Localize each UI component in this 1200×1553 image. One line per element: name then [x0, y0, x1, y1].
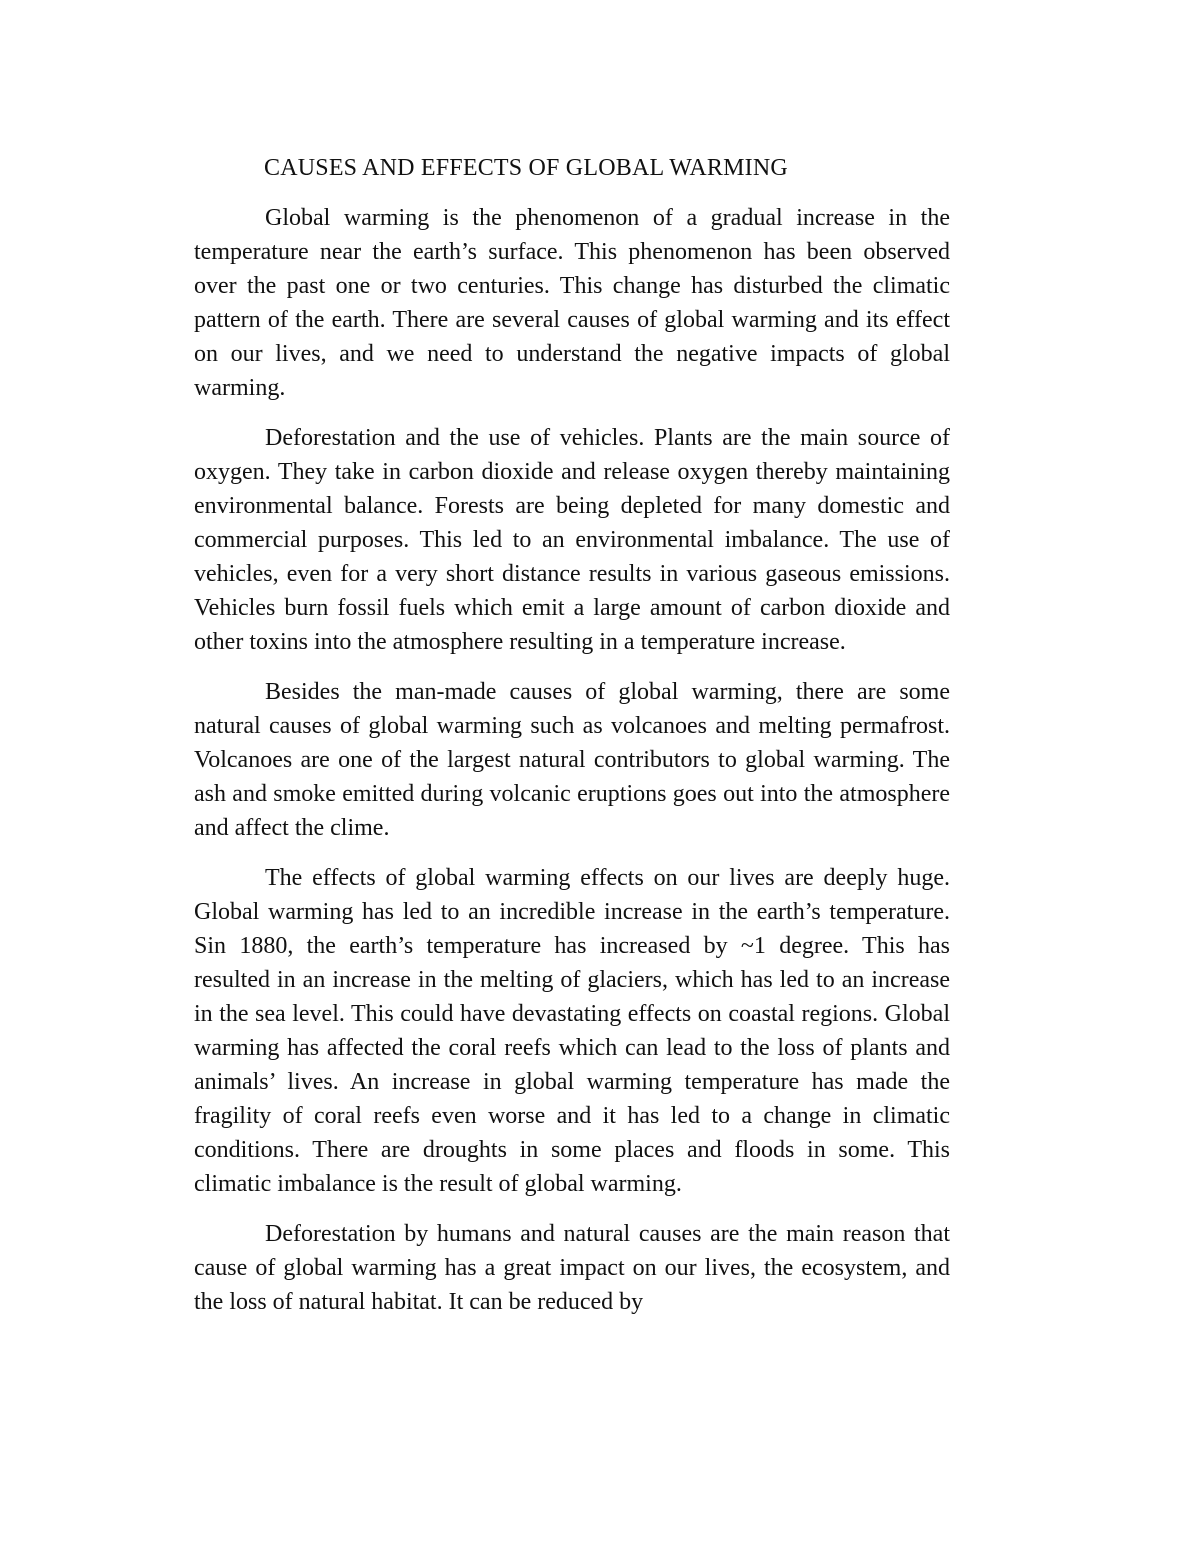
paragraph-man-made-causes: Deforestation and the use of vehicles. Plants are the main source of oxygen. They take in carbon dioxide and release oxygen thereby maintaining environmental balance. Forests are being depleted for many domestic and commercial purposes. This led to an environmental imbalance. The use of vehicles, even for a very short distance results in various gaseous emissions. Vehicles burn fossil fuels which emit a large amount of carbon dioxide and other toxins into the atmosphere resulting in a temperature increase.	[194, 425, 950, 655]
paragraph-introduction: Global warming is the phenomenon of a gradual increase in the temperature near the earth’s surface. This phenomenon has been observed over the past one or two centuries. This change has disturbed the climatic pattern of the earth. There are several causes of global warming and its effect on our lives, and we need to understand the negative impacts of global warming.	[194, 205, 950, 401]
paragraph-conclusion: Deforestation by humans and natural causes are the main reason that cause of global warming has a great impact on our lives, the ecosystem, and the loss of natural habitat. It can be reduced by	[194, 1221, 950, 1315]
paragraph-effects: The effects of global warming effects on our lives are deeply huge. Global warming has led to an incredible increase in the earth’s temperature. Sin 1880, the earth’s temperature has increased by ~1 degree. This has resulted in an increase in the melting of glaciers, which has led to an increase in the sea level. This could have devastating effects on coastal regions. Global warming has affected the coral reefs which can lead to the loss of plants and animals’ lives. An increase in global warming temperature has made the fragility of coral reefs even worse and it has led to a change in climatic conditions. There are droughts in some places and floods in some. This climatic imbalance is the result of global warming.	[194, 865, 950, 1197]
paragraph-natural-causes: Besides the man-made causes of global warming, there are some natural causes of global warming such as volcanoes and melting permafrost. Volcanoes are one of the largest natural contributors to global warming. The ash and smoke emitted during volcanic eruptions goes out into the atmosphere and affect the clime.	[194, 679, 950, 841]
document-title: CAUSES AND EFFECTS OF GLOBAL WARMING	[264, 155, 788, 181]
document-body	[194, 151, 950, 1335]
